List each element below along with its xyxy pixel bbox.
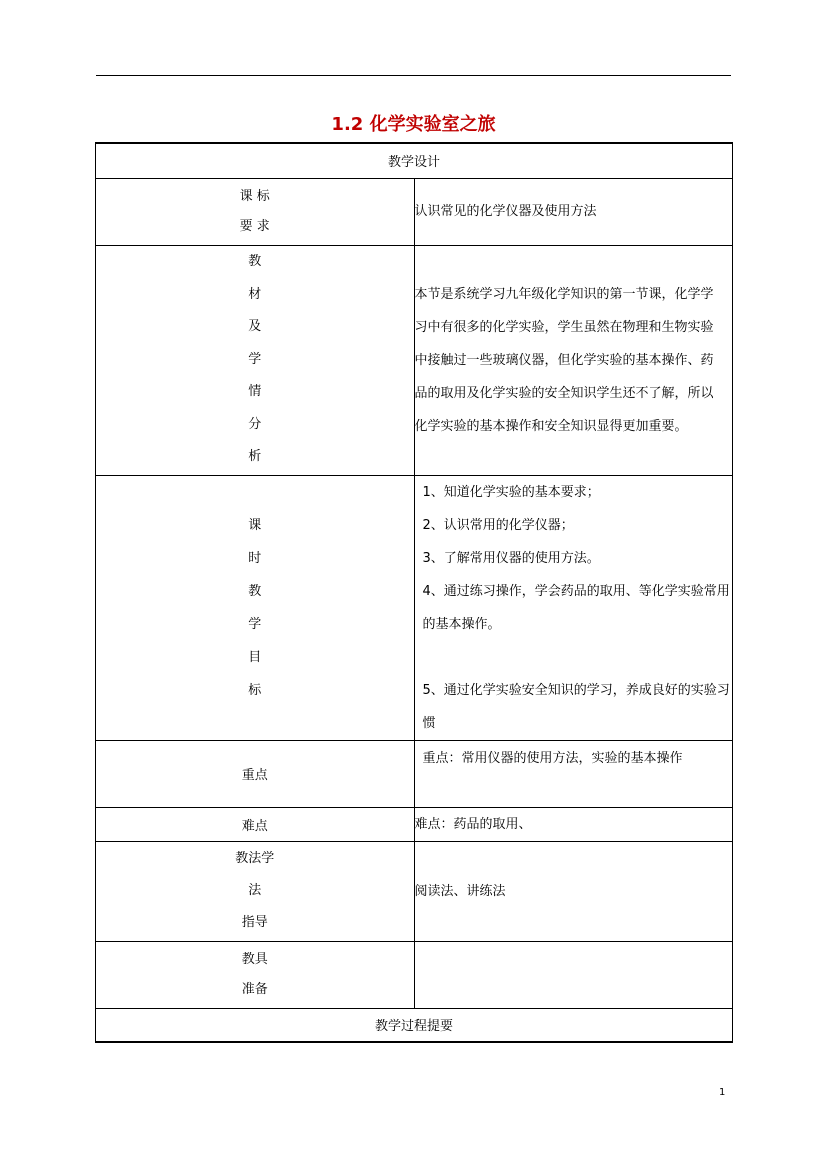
tools-content [414, 941, 733, 1008]
analysis-label-char: 学 [248, 351, 262, 367]
section-header-design: 教学设计 [96, 143, 733, 178]
analysis-label-char: 及 [248, 319, 262, 335]
method-label [96, 841, 415, 941]
goals-label-char: 教 [248, 583, 262, 599]
key-points-content [414, 740, 733, 807]
method-label-line: 指导 [241, 915, 268, 930]
goals-label-char: 时 [248, 550, 262, 566]
goal-item: 1、知道化学实验的基本要求； [422, 484, 600, 500]
analysis-label-char: 析 [248, 449, 262, 465]
tools-label [96, 941, 415, 1008]
document-title: 1.2 化学实验室之旅 [331, 114, 496, 135]
method-label-line: 教法学 [235, 851, 275, 866]
tools-label-line: 教具 [241, 951, 268, 967]
goal-item: 5、通过化学实验安全知识的学习，养成良好的实验习惯 [422, 682, 730, 731]
page-number: 1 [719, 1087, 726, 1098]
method-label-line: 法 [248, 883, 262, 898]
analysis-label [96, 245, 415, 475]
difficulties-content: 难点：药品的取用、 [414, 807, 733, 841]
goals-label-char: 标 [248, 682, 262, 698]
teaching-plan-table [95, 142, 733, 1043]
analysis-label-char: 教 [248, 254, 262, 270]
method-content: 阅读法、讲练法 [414, 841, 733, 941]
goal-item: 3、了解常用仪器的使用方法。 [422, 550, 600, 566]
key-points-label: 重点 [96, 740, 415, 807]
header-rule [96, 75, 731, 76]
requirements-content: 认识常见的化学仪器及使用方法 [414, 178, 733, 245]
goals-label-char: 目 [248, 649, 262, 665]
analysis-label-char: 材 [248, 286, 262, 302]
goals-label-char: 课 [248, 517, 262, 533]
goals-label-char: 学 [248, 616, 262, 632]
key-points-text: 重点：常用仪器的使用方法，实验的基本操作 [422, 750, 683, 766]
analysis-label-char: 情 [248, 384, 262, 400]
difficulties-label: 难点 [96, 807, 415, 841]
requirements-label [96, 178, 415, 245]
goal-item: 2、认识常用的化学仪器； [422, 517, 574, 533]
goal-item: 4、通过练习操作，学会药品的取用、等化学实验常用的基本操作。 [422, 583, 730, 632]
analysis-content: 本节是系统学习九年级化学知识的第一节课，化学学习中有很多的化学实验，学生虽然在物理和生物实验中接触过一些玻璃仪器，但化学实验的基本操作、药品的取用及化学实验的安全知识学生还不了解，所以化学实验的基本操作和安全知识显得更加重要。 [414, 245, 733, 475]
section-header-process: 教学过程提要 [96, 1008, 733, 1042]
goals-label [96, 475, 415, 740]
tools-label-line: 准备 [241, 981, 268, 997]
requirements-label-line1: 课 标 [239, 188, 270, 204]
requirements-label-line2: 要 求 [239, 218, 270, 234]
goals-content [414, 475, 733, 740]
analysis-label-char: 分 [248, 416, 262, 432]
